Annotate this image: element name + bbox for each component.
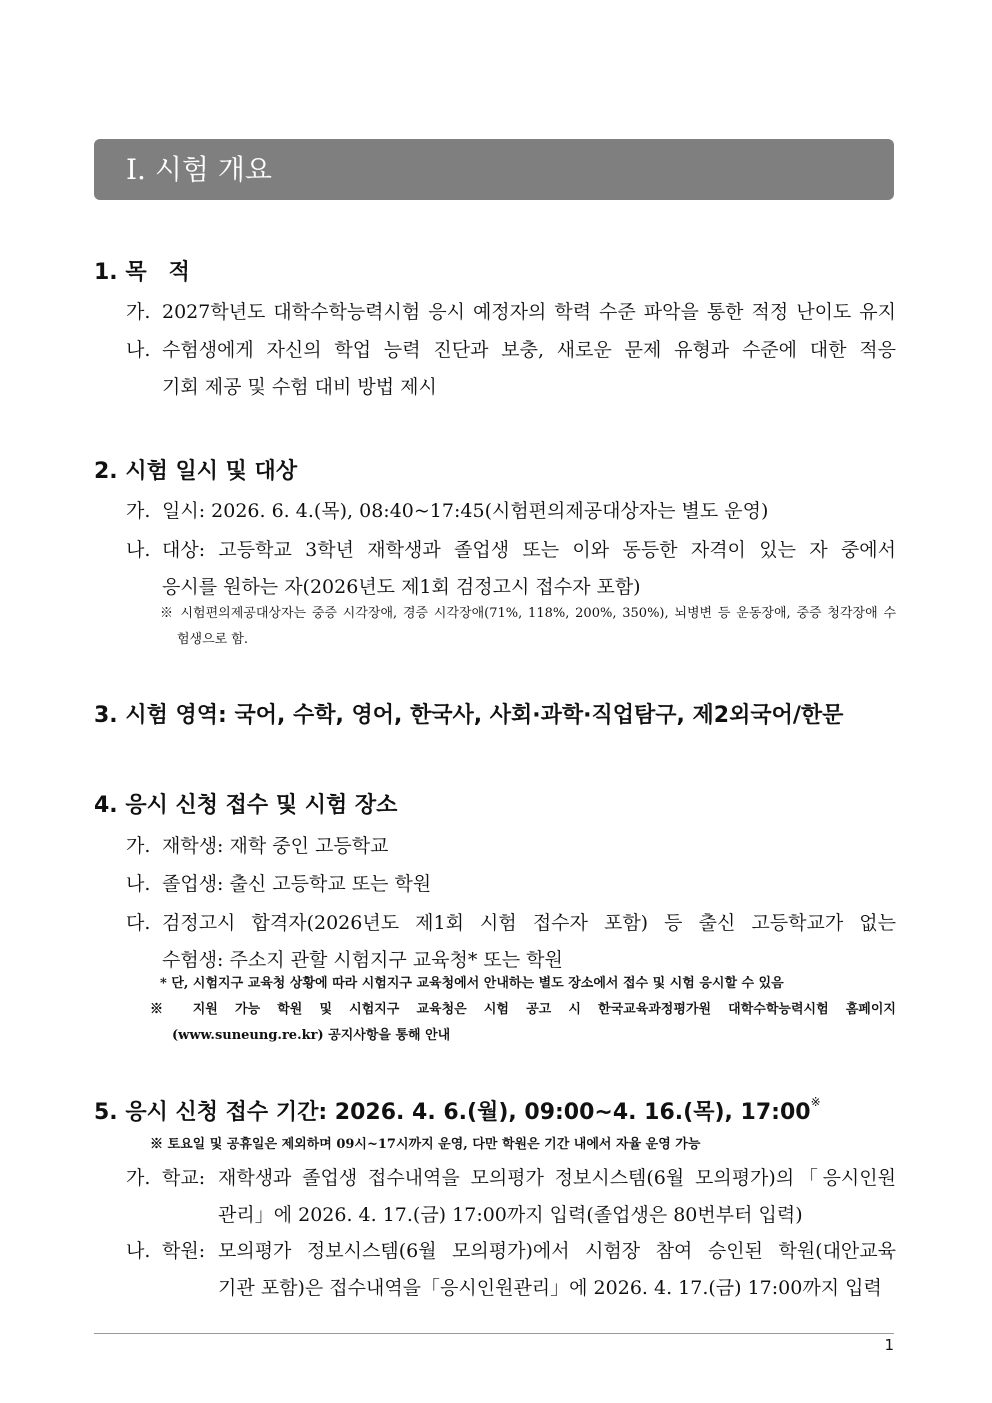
note-line: ※ 시험편의제공대상자는 중증 시각장애, 경증 시각장애(71%, 118%, 200%, 350%), 뇌병변 등 운동장애, 중증 청각장애 수	[160, 606, 896, 621]
section-5-item-b	[126, 1233, 896, 1307]
item-marker: 가.	[126, 835, 151, 857]
section-4-item-b	[126, 866, 896, 903]
item-text: 재학생: 재학 중인 고등학교	[162, 835, 389, 857]
item-marker: 가.	[126, 500, 151, 522]
item-text-continued: 수험생: 주소지 관할 시험지구 교육청* 또는 학원	[162, 949, 563, 971]
section-4-note-1: * 단, 시험지구 교육청 상황에 따라 시험지구 교육청에서 안내하는 별도 장소에서 접수 및 시험 응시할 수 있음	[160, 976, 784, 991]
page-number: 1	[884, 1336, 894, 1354]
section-4-note-2	[150, 997, 896, 1049]
item-text-continued: 기관 포함)은 접수내역을「응시인원관리」에 2026. 4. 17.(금) 17:00까지 입력	[218, 1277, 882, 1299]
item-label: 학교:	[162, 1167, 206, 1189]
item-text: 재학생과 졸업생 접수내역을 모의평가 정보시스템(6월 모의평가)의「응시인원	[218, 1167, 896, 1189]
section-2-note	[160, 601, 896, 653]
item-marker: 나.	[126, 339, 151, 361]
section-5-title-text: 5. 응시 신청 접수 기간: 2026. 4. 6.(월), 09:00~4. 16.(목), 17:00	[94, 1100, 811, 1125]
section-banner: Ⅰ. 시험 개요	[94, 139, 894, 200]
section-1-item-b	[126, 332, 896, 406]
item-marker: 나.	[126, 539, 151, 561]
section-2-title: 2. 시험 일시 및 대상	[94, 459, 298, 484]
item-text: 일시: 2026. 6. 4.(목), 08:40~17:45(시험편의제공대상자는 별도 운영)	[162, 500, 769, 522]
section-2-item-b	[126, 532, 896, 606]
section-4-title: 4. 응시 신청 접수 및 시험 장소	[94, 793, 398, 818]
section-2-item-a	[126, 493, 896, 530]
item-marker: 가.	[126, 1167, 151, 1189]
item-marker: 다.	[126, 912, 151, 934]
item-text-continued: 기회 제공 및 수험 대비 방법 제시	[162, 376, 437, 398]
section-1-title: 1. 목 적	[94, 260, 190, 285]
footer-divider	[94, 1333, 894, 1334]
item-text: 대상: 고등학교 3학년 재학생과 졸업생 또는 이와 동등한 자격이 있는 자 중에서	[162, 539, 896, 561]
section-3-title: 3. 시험 영역: 국어, 수학, 영어, 한국사, 사회·과학·직업탐구, 제2외국어/한문	[94, 703, 844, 728]
item-text-continued: 응시를 원하는 자(2026년도 제1회 검정고시 접수자 포함)	[162, 576, 641, 598]
item-marker: 가.	[126, 301, 151, 323]
item-text: 수험생에게 자신의 학업 능력 진단과 보충, 새로운 문제 유형과 수준에 대한 적응	[162, 339, 896, 361]
footnote-mark: ※	[810, 1095, 821, 1109]
item-text: 졸업생: 출신 고등학교 또는 학원	[162, 873, 432, 895]
section-5-item-a	[126, 1160, 896, 1234]
item-text-continued: 관리」에 2026. 4. 17.(금) 17:00까지 입력(졸업생은 80번부터 입력)	[218, 1204, 803, 1226]
section-1-item-a	[126, 294, 896, 331]
item-marker: 나.	[126, 873, 151, 895]
section-4-item-a	[126, 828, 896, 865]
item-text: 2027학년도 대학수학능력시험 응시 예정자의 학력 수준 파악을 통한 적정 난이도 유지	[162, 301, 896, 323]
item-text: 모의평가 정보시스템(6월 모의평가)에서 시험장 참여 승인된 학원(대안교육	[218, 1240, 896, 1262]
note-line: ※ 지원 가능 학원 및 시험지구 교육청은 시험 공고 시 한국교육과정평가원 대학수학능력시험 홈페이지	[150, 1002, 896, 1017]
note-line: 험생으로 함.	[177, 632, 249, 647]
section-5-title	[94, 1095, 821, 1126]
section-4-item-c	[126, 905, 896, 979]
note-line: (www.suneung.re.kr) 공지사항을 통해 안내	[172, 1028, 451, 1043]
item-marker: 나.	[126, 1240, 151, 1262]
item-label: 학원:	[162, 1240, 206, 1262]
item-text: 검정고시 합격자(2026년도 제1회 시험 접수자 포함) 등 출신 고등학교가 없는	[162, 912, 896, 934]
section-5-note: ※ 토요일 및 공휴일은 제외하며 09시~17시까지 운영, 다만 학원은 기간 내에서 자율 운영 가능	[150, 1137, 701, 1152]
